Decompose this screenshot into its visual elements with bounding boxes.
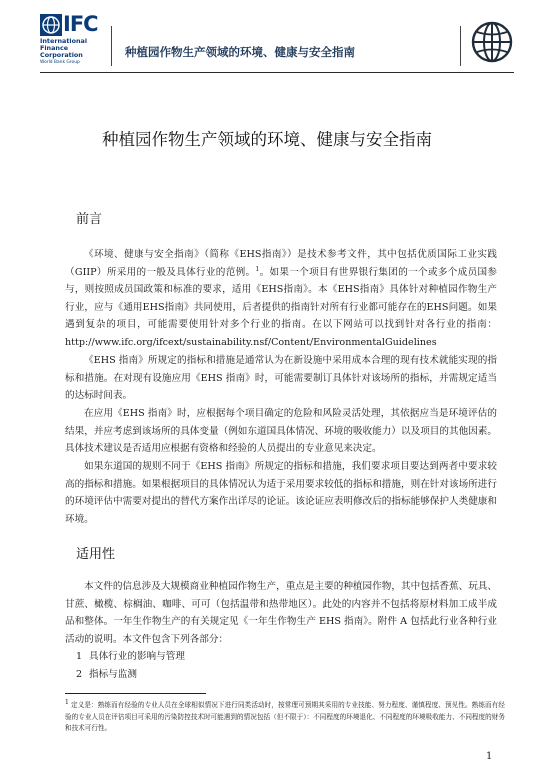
- page-header: [0, 0, 534, 80]
- header-rule: [40, 72, 514, 73]
- footnote-separator: [65, 693, 206, 694]
- ifc-logo: [40, 14, 102, 66]
- running-title: 种植园作物生产领域的环境、健康与安全指南: [125, 45, 355, 59]
- header-divider-right: [460, 26, 461, 66]
- document-title: 种植园作物生产领域的环境、健康与安全指南: [102, 130, 432, 149]
- footnote: 1 定义是：熟练而有经验的专业人员在全球相似情况下进行同类活动时，按常理可预期其采用的专业技能、努力程度、谨慎程度、预见性。熟练而有经验的专业人员在评估项目可采用的污染防控技术时可能遇到的情况包括（但不限于）：不同程度的环境退化、不同程度的环境吸收能力、不同程度的财务和技术可行性。: [65, 698, 505, 733]
- list-item: 1 具体行业的影响与管理: [76, 651, 185, 662]
- foreword-paragraph-1: 《环境、健康与安全指南》（简称《EHS指南》）是技术参考文件，其中包括优质国际工业实践（GIIP）所采用的一般及具体行业的范例。$^1$。如果一个项目有世界银行集团的一个或多个成员国参与，则按照成员国政策和标准的要求，适用《EHS指南》。本《EHS指南》具体针对种植园作物生产行业，应与《通用EHS指南》共同使用，后者提供的指南针对所有行业都可能存在的EHS问题。如果遇到复杂的项目，可能需要使用针对多个行业的指南。在以下网站可以找到针对各行业的指南：http://www.ifc.org/ifcext/sustainability.nsf/Content/EnvironmentalGuidelines: [65, 249, 497, 348]
- foreword-paragraph-4: 如果东道国的规则不同于《EHS 指南》所规定的指标和措施，我们要求项目要达到两者中要求较高的指标和措施。如果根据项目的具体情况认为适于采用要求较低的指标和措施，则在针对该场所进行的环境评估中需要对提出的替代方案作出详尽的论证。该论证应表明修改后的指标能够保护人类健康和环境。: [65, 461, 497, 525]
- header-divider-left: [111, 26, 112, 66]
- foreword-paragraph-2: 《EHS 指南》所规定的指标和措施是通常认为在新设施中采用成本合理的现有技术就能实现的指标和措施。在对现有设施应用《EHS 指南》时，可能需要制订具体针对该场所的指标，并需规定适当的达标时间表。: [65, 355, 497, 402]
- applicability-heading: 适用性: [76, 547, 116, 562]
- foreword-paragraph-3: 在应用《EHS 指南》时，应根据每个项目确定的危险和风险灵活处理，其依据应当是环境评估的结果，并应考虑到该场所的具体变量（例如东道国具体情况、环境的吸收能力）以及项目的其他因素。具体技术建议是否适用应根据有资格和经验的人员提出的专业意见来决定。: [65, 408, 497, 455]
- ifc-logo-word: IFC: [63, 12, 98, 36]
- applicability-paragraph: 本文件的信息涉及大规模商业种植园作物生产，重点是主要的种植园作物，其中包括香蕉、玩具、甘蔗、橄榄、棕榈油、咖啡、可可（包括温带和热带地区）。此处的内容并不包括将原材料加工成半成品和整体。一年生作物生产的有关规定见《一年生作物生产 EHS 指南》。附件 A 包括此行业各种行业活动的说明。本文件包含下列各部分：: [65, 581, 497, 645]
- footnote-ref: 1: [255, 265, 260, 273]
- ifc-globe-icon: [40, 14, 62, 36]
- list-item: 2 指标与监测: [76, 668, 137, 680]
- section-list: [76, 648, 185, 683]
- world-bank-globe-icon: [470, 20, 514, 64]
- ifc-logo-subtitle: International Finance Corporation World Bank Group: [40, 37, 88, 65]
- page-number: 1: [486, 751, 493, 762]
- foreword-heading: 前言: [76, 212, 103, 227]
